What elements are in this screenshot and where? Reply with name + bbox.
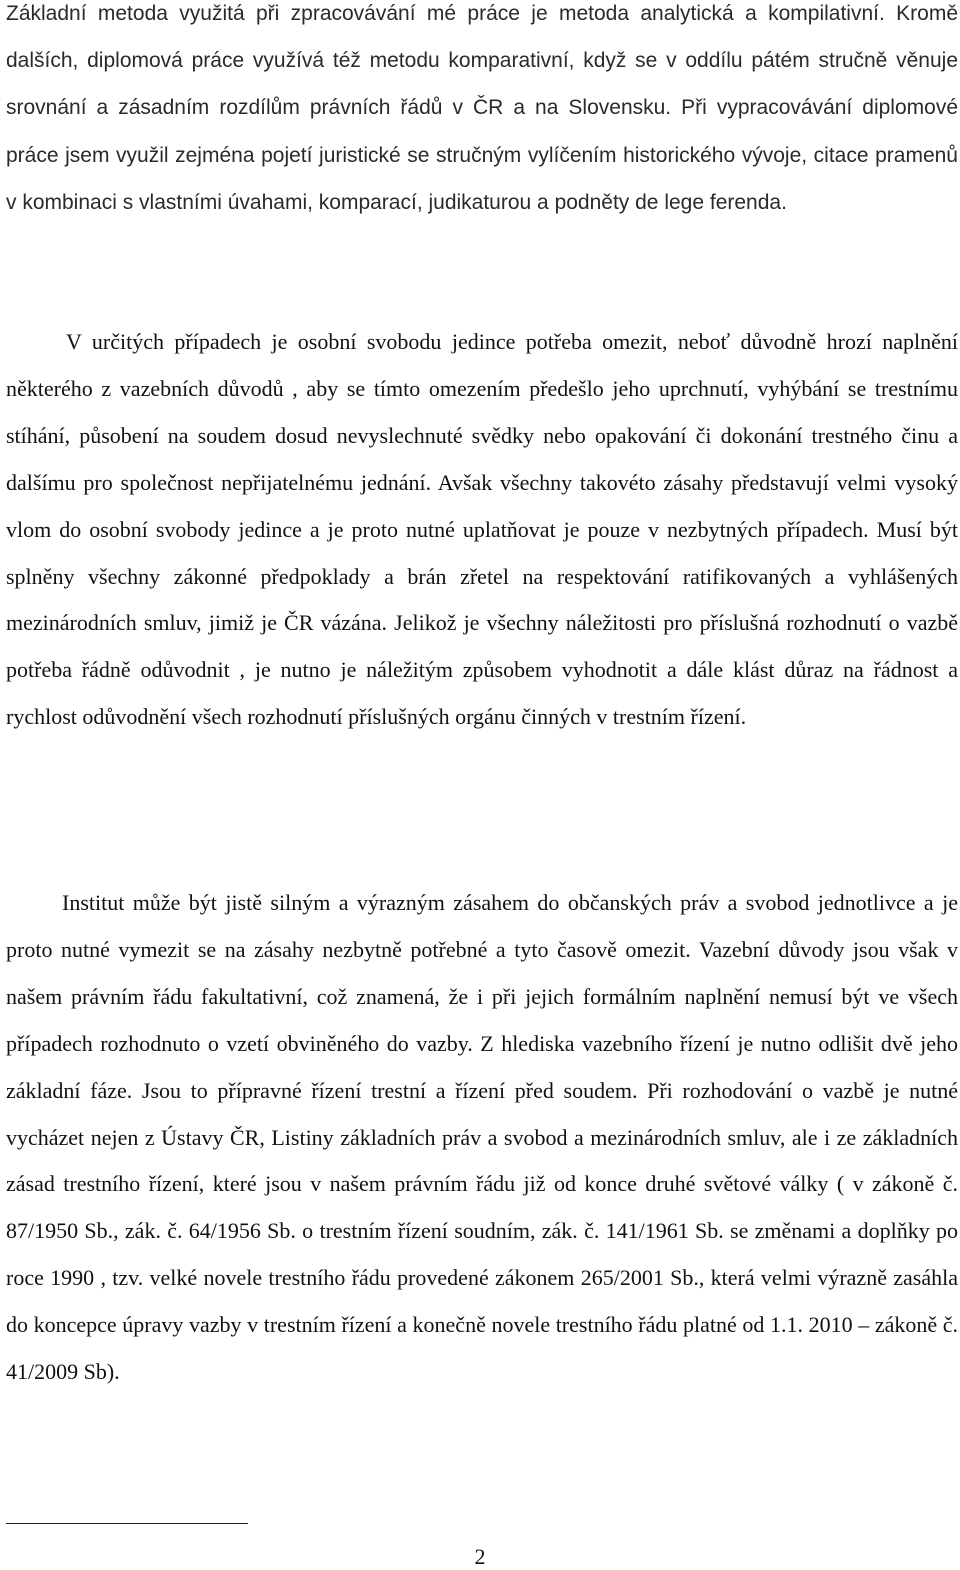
legal-sources-text: Při rozhodování o vazbě je nutné vycházet nejen z Ústavy ČR, Listiny základních práv a svobod a mezinárodních smluv, ale i ze základních zásad trestního řízení, které jsou v našem právním řádu již od konce druhé světové války ( v zákoně č. 87/1950 Sb., zák. č. 64/1956 Sb. o trestním řízení soudním, zák. č. 141/1961 Sb. se změnami a doplňky po roce 1990 , tzv. velké novele trestního řádu provedené zákonem 265/2001 Sb., která velmi výrazně zasáhla do koncepce úpravy vazby v trestním řízení a konečně novele trestního řádu platné od 1.1. 2010 – zákoně č. 41/2009 Sb).: [6, 1077, 958, 1385]
custody-requirements-text: Avšak všechny takovéto zásahy představují velmi vysoký vlom do osobní svobody jedince a je proto nutné uplatňovat je pouze v nezbytných případech. Musí být splněny všechny zákonné předpoklady a brán zřetel na respektování ratifikovaných a vyhlášených mezinárodních smluv, jimiž je ČR vázána. Jelikož je všechny náležitosti pro příslušná rozhodnutí o vazbě potřeba řádně odůvodnit , je nutno je náležitým způsobem vyhodnotit a dále klást důraz na řádnost a rychlost odůvodnění všech rozhodnutí příslušných orgánu činných v trestním řízení.: [6, 469, 958, 730]
institute-text: Institut může být jistě silným a výrazným zásahem do občanských práv a svobod jednotlivce a je proto nutné vymezit se na zásahy nezbytně potřebné a tyto časově omezit.: [6, 890, 958, 962]
page-number: 2: [474, 1544, 486, 1569]
paragraph-custody-limits: [6, 319, 958, 741]
methods-text: Základní metoda využitá při zpracovávání mé práce je metoda analytická a kompilativní. Kromě dalších, diplomová práce využívá též metodu komparativní, když se v oddílu pátém stručně věnuje srovnání a zásadním rozdílům právních řádů v ČR a na Slovensku.: [6, 2, 958, 120]
paragraph-institute: [6, 880, 958, 1396]
paragraph-methods: [6, 0, 958, 226]
custody-grounds-text: Vazební důvody jsou však v našem právním řádu fakultativní, což znamená, že i při jejich formálním naplnění nemusí být ve všech případech rozhodnuto o vzetí obviněného do vazby. Z hlediska vazebního řízení je nutno odlišit dvě jeho základní fáze. Jsou to přípravné řízení trestní a řízení před soudem.: [6, 936, 958, 1103]
approach-text: Při vypracovávání diplomové práce jsem využil zejména pojetí juristické se stručným vylíčením historického vývoje, citace pramenů v kombinaci s vlastními úvahami, komparací, judikaturou a podněty de lege ferenda.: [6, 96, 958, 214]
custody-reasons-text: V určitých případech je osobní svobodu jedince potřeba omezit, neboť důvodně hrozí naplnění některého z vazebních důvodů , aby se tímto omezením předešlo jeho uprchnutí, vyhýbání se trestnímu stíhání, působení na soudem dosud nevyslechnuté svědky nebo opakování či dokonání trestného činu a dalšímu pro společnost nepřijatelnému jednání.: [6, 329, 958, 495]
footnote-separator: [6, 1523, 248, 1524]
